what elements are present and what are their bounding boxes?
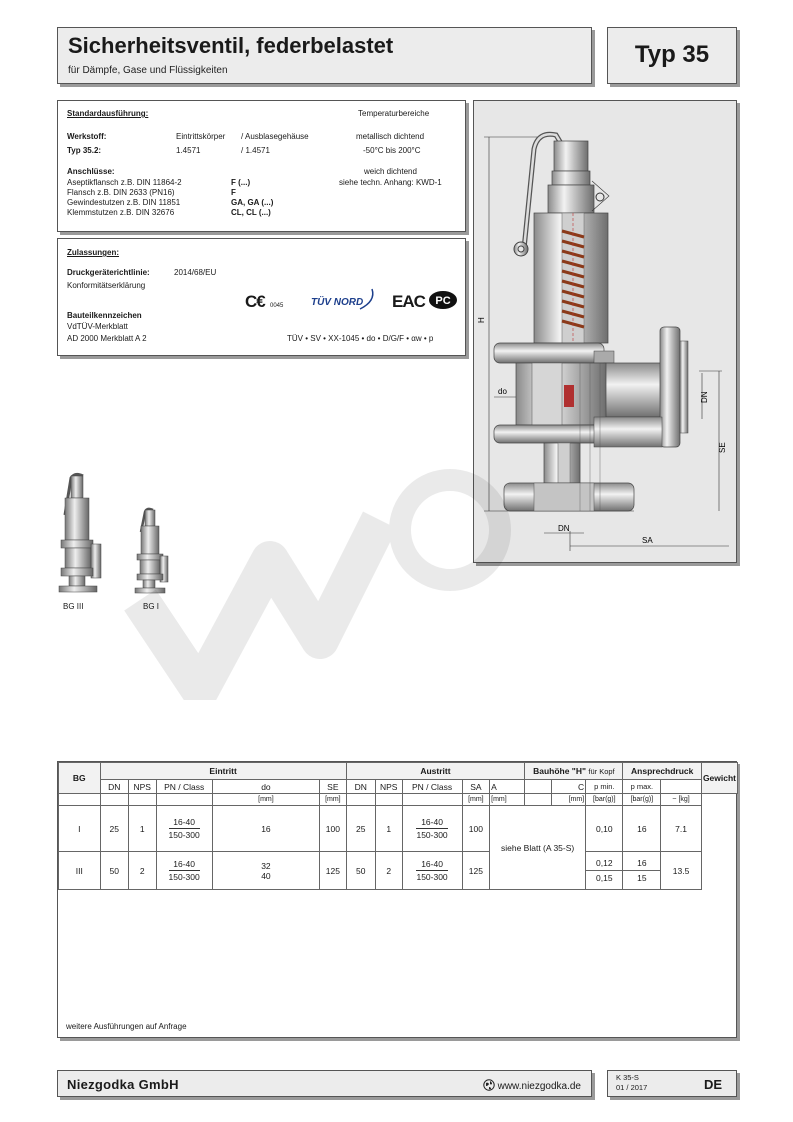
sub-pn-class: PN / Class <box>156 780 212 794</box>
unit-dn2 <box>346 794 375 806</box>
footer-code-panel <box>607 1070 737 1097</box>
table-row <box>59 806 738 852</box>
unit-nps <box>128 794 156 806</box>
valve-bg3-thumbnail <box>59 474 101 592</box>
approvals-heading: Zulassungen: <box>67 248 120 257</box>
label-h: H <box>477 317 486 323</box>
cell-pmin-2: 0,15 <box>596 873 613 883</box>
cell-pn-top: 16-40 <box>169 816 200 829</box>
page-title: Sicherheitsventil, federbelastet <box>68 33 394 58</box>
doc-code: K 35-S <box>616 1073 639 1082</box>
tuv-arc-icon <box>358 287 378 311</box>
type-panel <box>607 27 737 84</box>
gost-logo: PC <box>435 295 451 307</box>
cell-dn2: 50 <box>346 852 375 890</box>
sub-pmax: p max. <box>623 780 661 794</box>
unit-weight: ~ [kg] <box>661 794 702 806</box>
unit-do: [mm] <box>212 794 319 806</box>
connection-code: F (...) <box>231 178 251 187</box>
unit-se: [mm] <box>320 794 347 806</box>
connection-code: F <box>231 188 236 197</box>
outlet-body-label: / Ausblasegehäuse <box>241 132 309 141</box>
unit-dn <box>100 794 128 806</box>
cell-pn2-bottom: 150-300 <box>416 872 448 882</box>
cell-do <box>212 852 319 890</box>
component-label: Bauteilkennzeichen <box>67 311 142 320</box>
label-se: SE <box>718 442 727 453</box>
material-label: Werkstoff: <box>67 132 107 141</box>
website-link[interactable] <box>483 1079 581 1092</box>
unit-pn <box>156 794 212 806</box>
data-table <box>58 762 738 890</box>
sub-pmin: p min. <box>586 780 623 794</box>
cell-pn-bottom: 150-300 <box>168 872 200 882</box>
header-height <box>525 763 623 780</box>
vdtuv-label: VdTÜV-Merkblatt <box>67 322 128 331</box>
inlet-material: 1.4571 <box>176 146 201 155</box>
connections-label: Anschlüsse: <box>67 167 115 176</box>
cell-do: 16 <box>212 806 319 852</box>
sub-dn: DN <box>100 780 128 794</box>
connection-code: CL, CL (...) <box>231 208 271 217</box>
cell-pmax-1: 16 <box>623 856 660 871</box>
cell-bg: I <box>59 806 101 852</box>
tuv-nord-logo: TÜV NORD <box>311 297 364 308</box>
cell-pn2 <box>402 806 462 852</box>
watermark-logo-icon <box>120 440 540 700</box>
sub-sa: SA <box>462 780 490 794</box>
metal-seal-label: metallisch dichtend <box>356 132 425 141</box>
unit-pmax: [bar(g)] <box>623 794 661 806</box>
cell-dn: 25 <box>100 806 128 852</box>
cell-do-1: 32 <box>261 860 271 871</box>
inlet-body-label: Eintrittskörper <box>176 132 226 141</box>
ce-mark-icon: C€ <box>245 292 265 311</box>
sub-do: do <box>212 780 319 794</box>
cell-nps2: 2 <box>375 852 402 890</box>
label-dn-bottom: DN <box>558 524 570 533</box>
cell-se: 125 <box>320 852 347 890</box>
cell-pmax <box>623 852 661 890</box>
header-height-label: Bauhöhe "H" <box>533 766 586 776</box>
cell-pn2 <box>402 852 462 890</box>
ad2000-label: AD 2000 Merkblatt A 2 <box>67 334 147 343</box>
connection-name: Klemmstutzen z.B. DIN 32676 <box>67 208 175 217</box>
unit-pn2 <box>402 794 462 806</box>
label-dn-vertical: DN <box>700 391 709 403</box>
sub-pn-class2: PN / Class <box>402 780 462 794</box>
approvals-panel <box>57 238 466 356</box>
unit-sa: [mm] <box>462 794 490 806</box>
cell-weight: 7.1 <box>661 806 702 852</box>
eac-logo: EAC <box>392 292 425 311</box>
unit-blank <box>525 794 552 806</box>
cell-pmax-2: 15 <box>637 873 647 883</box>
company-name: Niezgodka GmbH <box>67 1077 179 1092</box>
gost-logo-icon <box>428 290 458 310</box>
header-set-pressure: Ansprechdruck <box>623 763 701 780</box>
cell-se: 100 <box>320 806 347 852</box>
sub-c: C <box>551 780 585 794</box>
cell-pmin-1: 0,12 <box>586 856 622 871</box>
cell-pmin: 0,10 <box>586 806 623 852</box>
connection-name: Flansch z.B. DIN 2633 (PN16) <box>67 188 175 197</box>
cell-pmax: 16 <box>623 806 661 852</box>
soft-range: siehe techn. Anhang: KWD-1 <box>339 178 442 187</box>
cell-pmin <box>586 852 623 890</box>
unit-c: [mm] <box>551 794 585 806</box>
cell-bg: III <box>59 852 101 890</box>
connection-name: Aseptikflansch z.B. DIN 11864-2 <box>67 178 182 187</box>
cell-dn2: 25 <box>346 806 375 852</box>
thumb-label-bg3: BG III <box>63 602 84 611</box>
soft-seal-label: weich dichtend <box>364 167 417 176</box>
doc-info <box>616 1073 647 1093</box>
unit-nps2 <box>375 794 402 806</box>
cell-pn <box>156 806 212 852</box>
website-url: www.niezgodka.de <box>497 1081 581 1092</box>
label-do: do <box>498 387 507 396</box>
metal-range: -50°C bis 200°C <box>363 146 421 155</box>
pressure-directive-label: Druckgeräterichtlinie: <box>67 268 150 277</box>
cell-dn: 50 <box>100 852 128 890</box>
cell-sa: 125 <box>462 852 490 890</box>
sub-dn2: DN <box>346 780 375 794</box>
connection-name: Gewindestutzen z.B. DIN 11851 <box>67 198 181 207</box>
sub-blank <box>525 780 552 794</box>
temp-heading: Temperaturbereiche <box>358 109 430 118</box>
cell-nps: 2 <box>128 852 156 890</box>
sub-nps2: NPS <box>375 780 402 794</box>
connection-code: GA, GA (...) <box>231 198 274 207</box>
type-label: Typ 35 <box>634 41 710 68</box>
label-sa: SA <box>642 536 653 545</box>
spec-panel <box>57 100 466 232</box>
sub-nps: NPS <box>128 780 156 794</box>
further-versions-note: weitere Ausführungen auf Anfrage <box>66 1022 187 1031</box>
cell-pn2-top: 16-40 <box>416 858 447 871</box>
cell-do-2: 40 <box>261 870 271 881</box>
cell-sa: 100 <box>462 806 490 852</box>
table-row <box>59 852 738 890</box>
page-subtitle: für Dämpfe, Gase und Flüssigkeiten <box>68 65 228 76</box>
ce-number: 0045 <box>270 303 284 309</box>
cell-weight: 13.5 <box>661 852 702 890</box>
thumb-label-bg1: BG I <box>143 602 160 611</box>
header-inlet: Eintritt <box>100 763 346 780</box>
language-code: DE <box>703 1077 722 1092</box>
cell-nps: 1 <box>128 806 156 852</box>
sub-a: A <box>490 780 525 794</box>
data-table-panel <box>57 761 737 1038</box>
header-outlet: Austritt <box>346 763 525 780</box>
cell-pn-bottom: 150-300 <box>168 830 200 840</box>
pressure-directive-value: 2014/68/EU <box>174 268 217 277</box>
header-weight: Gewicht <box>701 763 737 794</box>
component-code: TÜV • SV • XX-1045 • do • D/G/F • αw • p <box>287 334 434 343</box>
conformity-label: Konformitätserklärung <box>67 281 146 290</box>
cell-height-note: siehe Blatt (A 35-S) <box>490 806 586 890</box>
header-bg: BG <box>59 763 101 794</box>
cell-pn <box>156 852 212 890</box>
sub-se: SE <box>320 780 347 794</box>
cell-pn2-top: 16-40 <box>416 816 447 829</box>
type-spec-label: Typ 35.2: <box>67 146 102 155</box>
standard-heading: Standardausführung: <box>67 109 149 118</box>
outlet-material: / 1.4571 <box>241 146 270 155</box>
footer-panel <box>57 1070 592 1097</box>
cell-pn2-bottom: 150-300 <box>416 830 448 840</box>
globe-icon <box>483 1079 495 1091</box>
unit-pmin: [bar(g)] <box>586 794 623 806</box>
unit-bg <box>59 794 101 806</box>
cell-pn-top: 16-40 <box>169 858 200 871</box>
title-panel <box>57 27 592 84</box>
cell-nps2: 1 <box>375 806 402 852</box>
doc-date: 01 / 2017 <box>616 1083 648 1092</box>
unit-a: [mm] <box>490 794 525 806</box>
header-height-note: für Kopf <box>588 767 615 776</box>
